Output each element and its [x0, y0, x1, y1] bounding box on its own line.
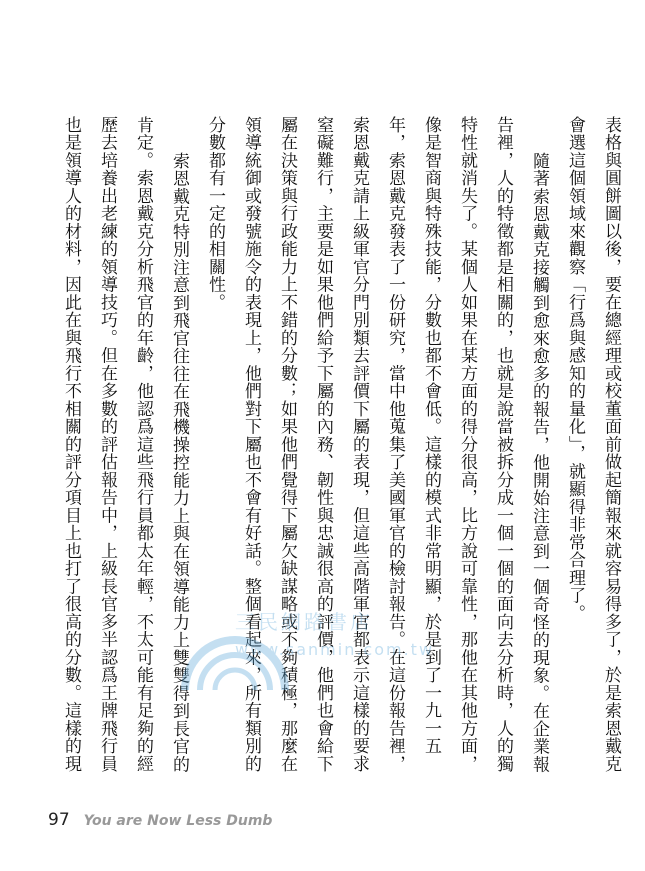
- text-column: 年，索恩戴克發表了一份研究，當中他蒐集了美國軍官的檢討報告。在這份報告裡，: [385, 116, 405, 773]
- text-column: 歷去培養出老練的領導技巧。但在多數的評估報告中，上級長官多半認爲王牌飛行員: [97, 116, 117, 773]
- text-column: 肯定。索恩戴克分析飛官的年齡，他認爲這些飛行員都太年輕，不太可能有足夠的經: [133, 116, 153, 773]
- text-column: 也是領導人的材料，因此在與飛行不相關的評分項目上也打了很高的分數。這樣的現: [61, 116, 81, 773]
- page-footer: [48, 810, 272, 830]
- text-column: 告裡，人的特徵都是相關的，也就是說當被拆分成一個一個的面向去分析時，人的獨: [493, 116, 513, 773]
- text-column: 領導統御或發號施令的表現上，他們對下屬也不會有好話。整個看起來，所有類別的: [241, 116, 261, 773]
- text-column: 表格與圓餅圖以後，要在總經理或校董面前做起簡報來就容易得多了，於是索恩戴克: [601, 116, 621, 773]
- text-column: 屬在決策與行政能力上不錯的分數；如果他們覺得下屬欠缺謀略或不夠積極，那麼在: [277, 116, 297, 773]
- text-column: 索恩戴克特別注意到飛官往往在飛機操控能力上與在領導能力上雙雙得到長官的: [169, 152, 189, 774]
- text-column: 會選這個領域來觀察「行爲與感知的量化」，就顯得非常合理了。: [565, 116, 585, 623]
- page-number: 97: [48, 810, 70, 830]
- body-text: [53, 116, 629, 776]
- text-column: 分數都有一定的相關性。: [205, 116, 225, 312]
- text-column: 窒礙難行，主要是如果他們給予下屬的內務、韌性與忠誠很高的評價，他們也會給下: [313, 116, 333, 773]
- watermark-url: www.sanmin.com.tw: [235, 640, 435, 659]
- running-title: You are Now Less Dumb: [83, 813, 273, 829]
- text-column: 特性就消失了。某個人如果在某方面的得分很高，比方說可靠性，那他在其他方面，: [457, 116, 477, 773]
- text-column: 索恩戴克請上級軍官分門別類去評價下屬的表現，但這些高階軍官都表示這樣的要求: [349, 116, 369, 773]
- text-column: 隨著索恩戴克接觸到愈來愈多的報告，他開始注意到一個奇怪的現象。在企業報: [529, 152, 549, 774]
- text-column: 像是智商與特殊技能，分數也都不會低。這樣的模式非常明顯，於是到了一九一五: [421, 116, 441, 755]
- watermark-name: 三民網路書店: [235, 610, 373, 634]
